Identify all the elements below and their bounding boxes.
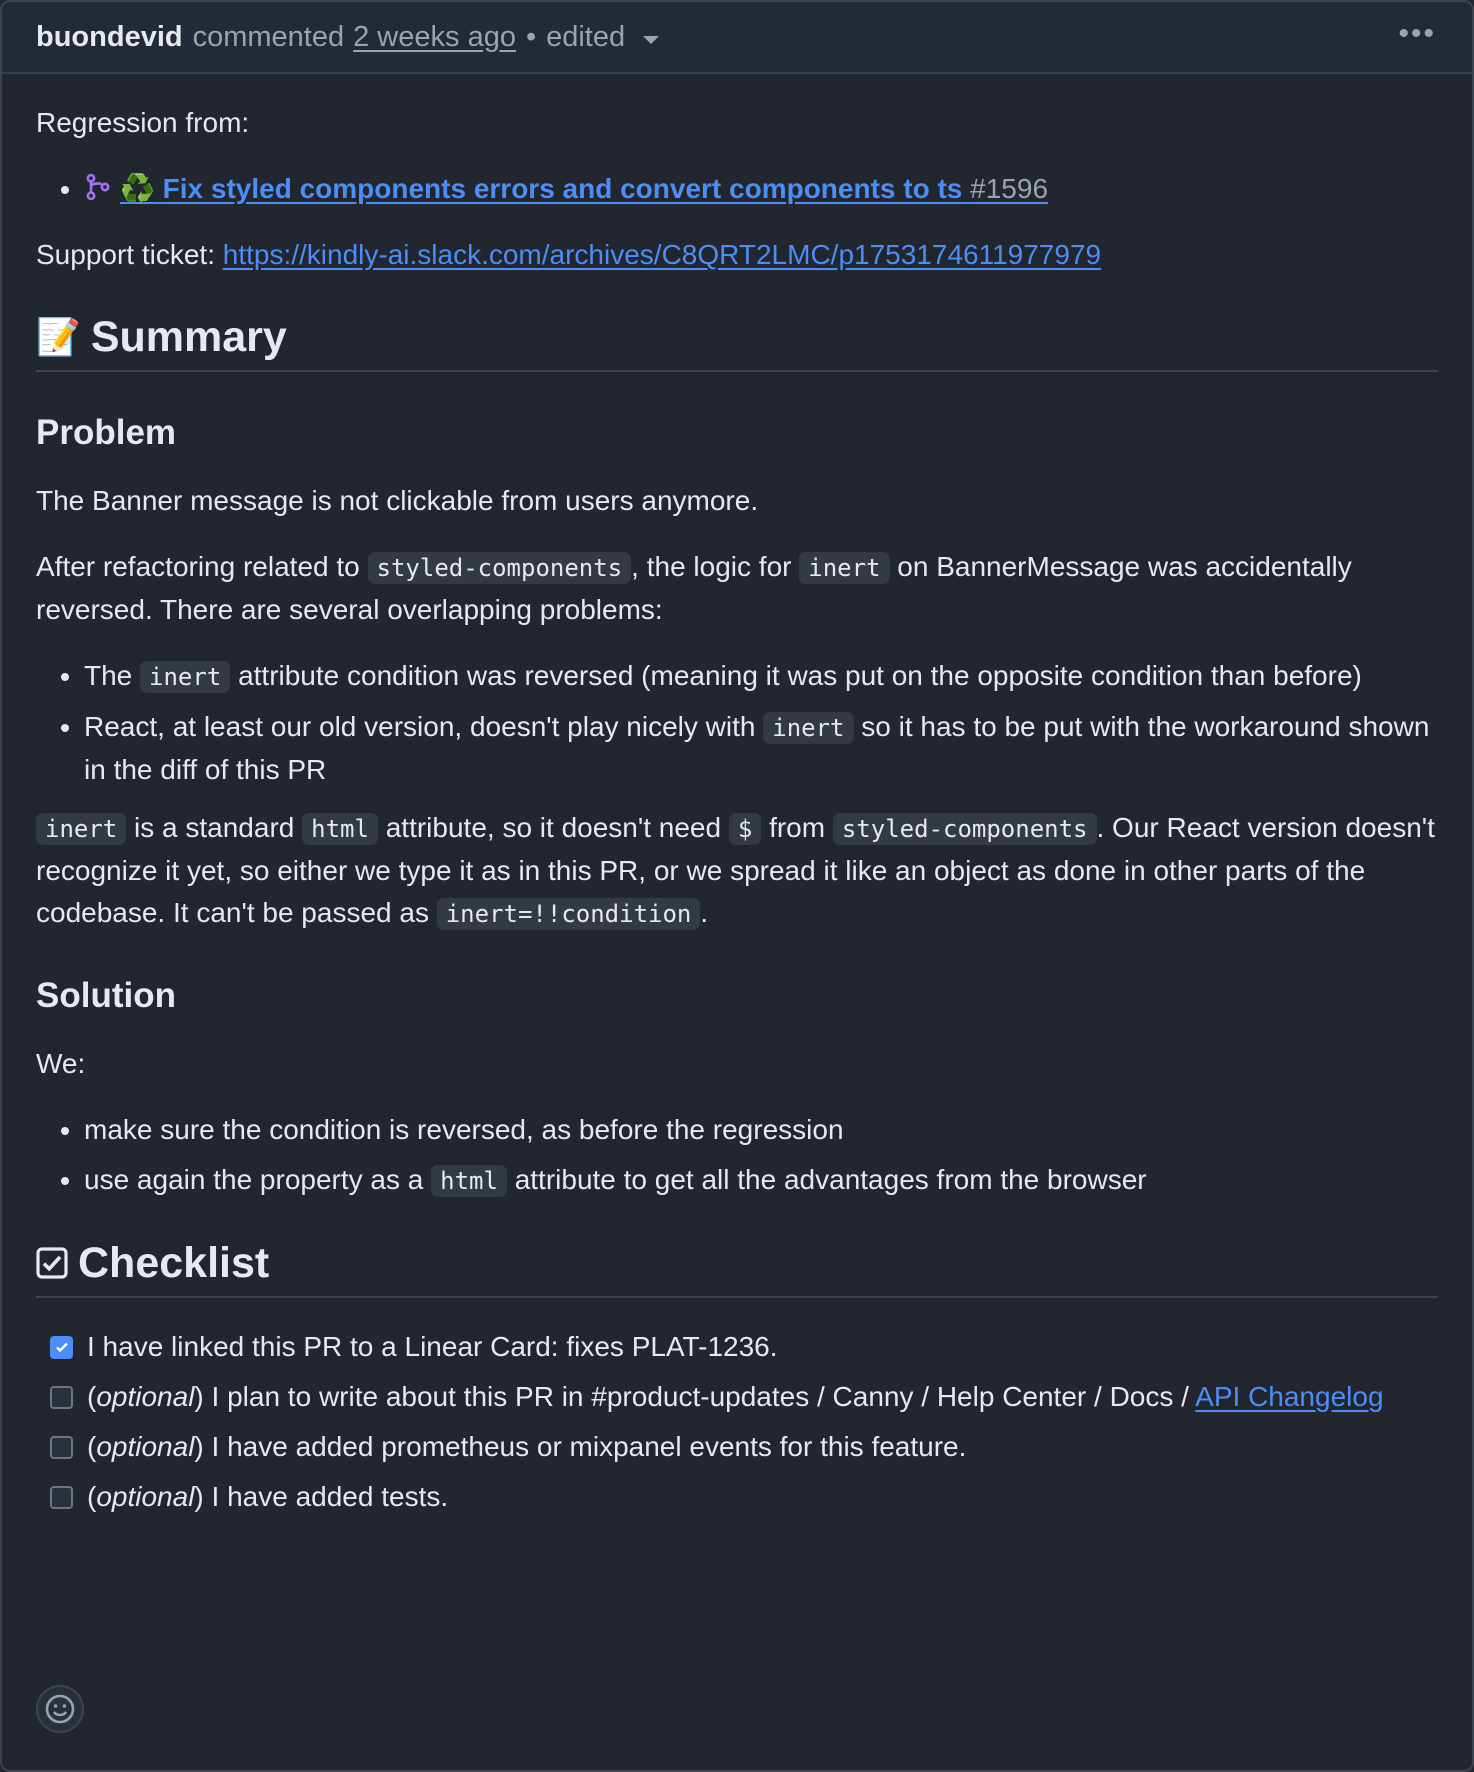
kebab-menu-button[interactable]: ••• [1398, 17, 1436, 50]
code-span: inert [36, 813, 126, 845]
task-list [36, 1326, 1438, 1518]
solution-intro: We: [36, 1048, 86, 1079]
ballot-box-check-icon [36, 1247, 68, 1279]
task-label: (optional) I have added tests. [87, 1481, 449, 1512]
summary-heading [36, 313, 1438, 372]
solution-heading: Solution [36, 976, 176, 1015]
task-item [36, 1476, 1438, 1518]
code-span: styled-components [368, 552, 632, 584]
task-checkbox-checked[interactable] [50, 1336, 73, 1359]
code-span: inert [763, 712, 853, 744]
solution-list [36, 1109, 1438, 1202]
checklist-heading-text: Checklist [78, 1239, 270, 1287]
linked-pr-title: Fix styled components errors and convert components to ts [162, 173, 963, 204]
support-ticket-link[interactable]: https://kindly-ai.slack.com/archives/C8QRT2LMC/p1753174611977979 [222, 239, 1102, 270]
chevron-down-icon[interactable] [643, 36, 659, 44]
api-changelog-link[interactable]: API Changelog [1195, 1381, 1384, 1412]
list-item: • React, at least our old version, doesn't play nicely with inert so it has to be put with the workaround shown in the diff of this PR [84, 706, 1438, 791]
separator: • [525, 20, 537, 53]
list-item [84, 168, 1438, 214]
code-span: html [302, 813, 378, 845]
edited-label[interactable]: edited [546, 20, 626, 53]
list-item: • use again the property as a html attribute to get all the advantages from the browser [84, 1159, 1438, 1202]
summary-heading-text: Summary [90, 313, 287, 361]
task-label: (optional) I plan to write about this PR in #product-updates / Canny / Help Center / Docs / API Changelog [87, 1381, 1384, 1412]
code-span: styled-components [833, 813, 1097, 845]
comment-header [2, 2, 1472, 74]
comment-timestamp[interactable]: 2 weeks ago [353, 20, 516, 53]
task-item [36, 1376, 1438, 1418]
support-ticket-label: Support ticket: [36, 239, 215, 270]
recycle-icon: ♻️ [120, 173, 155, 204]
comment-body [2, 102, 1472, 1518]
checklist-heading [36, 1239, 1438, 1298]
author-name[interactable]: buondevid [36, 20, 183, 53]
problem-paragraph-2: After refactoring related to styled-components , the logic for inert on BannerMessage was accidentally reversed. There are several overlapping problems: [36, 551, 1352, 625]
list-item: • The inert attribute condition was reversed (meaning it was put on the opposite condition than before) [84, 655, 1438, 698]
linked-pr-link[interactable] [120, 173, 1048, 204]
task-label: I have linked this PR to a Linear Card: fixes PLAT-1236. [87, 1331, 778, 1362]
regression-list [36, 168, 1438, 214]
problem-paragraph-1: The Banner message is not clickable from users anymore. [36, 485, 759, 516]
regression-label: Regression from: [36, 107, 250, 138]
problem-list [36, 655, 1438, 791]
code-span: html [431, 1165, 507, 1197]
problem-paragraph-3: inert is a standard html attribute, so it doesn't need $ from styled-components . Our React version doesn't recognize it yet, so either we type it as in this PR, or we spread it like an object as done in other parts of the codebase. It can't be passed as inert=!!condition . [36, 812, 1435, 928]
task-item [36, 1326, 1438, 1368]
task-label: (optional) I have added prometheus or mixpanel events for this feature. [87, 1431, 967, 1462]
list-item: • make sure the condition is reversed, as before the regression [84, 1109, 1438, 1151]
task-checkbox[interactable] [50, 1386, 73, 1409]
memo-icon: 📝 [36, 316, 81, 357]
code-span: inert [140, 661, 230, 693]
linked-pr-number: #1596 [970, 173, 1049, 204]
problem-heading: Problem [36, 413, 177, 452]
pull-request-icon [84, 172, 112, 214]
code-span: inert [799, 552, 889, 584]
task-item [36, 1426, 1438, 1468]
support-ticket-line [36, 234, 1438, 276]
task-checkbox[interactable] [50, 1436, 73, 1459]
code-span: inert=!!condition [437, 898, 701, 930]
smiley-icon [44, 1693, 76, 1725]
add-reaction-button[interactable] [36, 1685, 84, 1733]
code-span: $ [729, 813, 761, 845]
task-checkbox[interactable] [50, 1486, 73, 1509]
comment-action: commented [192, 20, 345, 53]
